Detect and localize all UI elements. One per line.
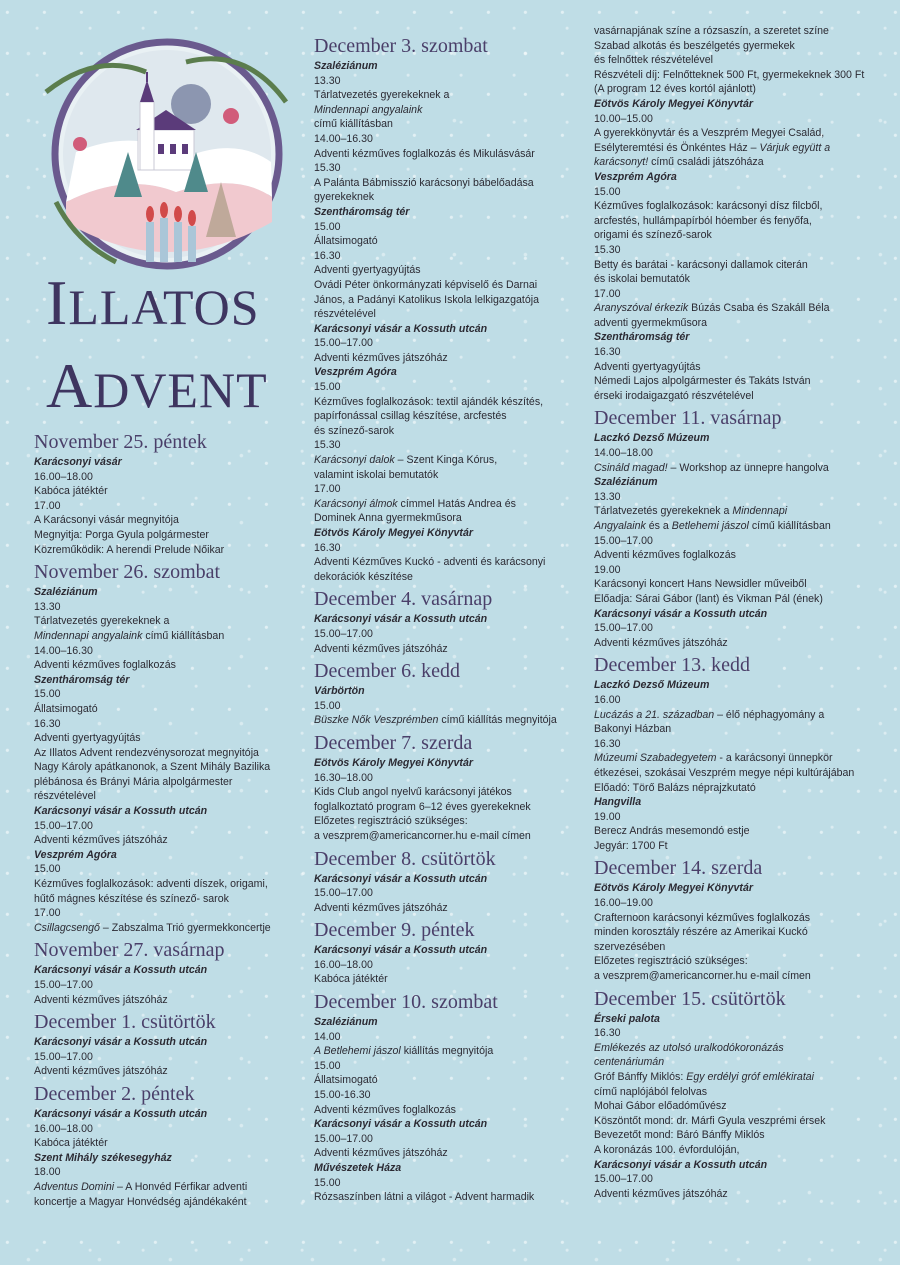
program-line: Bevezetőt mond: Báró Bánffy Miklós: [594, 1129, 765, 1142]
program-line-part: címmel Hatás Andrea és: [397, 497, 516, 510]
day-heading: November 26. szombat: [34, 561, 221, 584]
day-section: [34, 939, 302, 1007]
program-line: vasárnapjának színe a rózsaszín, a szeretet színe: [594, 25, 829, 37]
program-line: [314, 497, 590, 512]
program-line-part: Betlehemi jászol: [671, 520, 749, 532]
day-section: [314, 588, 590, 656]
program-line: Kézműves foglalkozások: adventi díszek, origami,: [34, 878, 268, 891]
venue-name: Karácsonyi vásár a Kossuth utcán: [314, 613, 488, 626]
program-line: 16.00–19.00: [594, 897, 653, 910]
program-line-part: Esélyteremtési és Önkéntes Ház –: [594, 141, 760, 154]
day-section: [314, 732, 590, 844]
program-title: Várjuk együtt a: [759, 141, 831, 154]
venue-name: Szent Mihály székesegyház: [34, 1151, 172, 1164]
program-line: Nagy Károly apátkanonok, a Szent Mihály Bazilika: [34, 761, 271, 774]
day-heading: December 9. péntek: [314, 919, 475, 942]
venue-name: Veszprém Agóra: [314, 366, 397, 379]
program-line: valamint iskolai bemutatók: [314, 468, 439, 481]
program-line: Crafternoon karácsonyi kézműves foglalkozás: [594, 911, 811, 924]
program-line: minden korosztály részére az Amerikai Kuckó: [594, 926, 808, 939]
day-heading: December 6. kedd: [314, 660, 461, 683]
day-heading: December 3. szombat: [314, 35, 488, 57]
program-line: Bakonyi Házban: [594, 723, 672, 736]
program-line: a veszprem@americancorner.hu e-mail címen: [314, 829, 531, 842]
program-line: a veszprem@americancorner.hu e-mail címen: [594, 970, 811, 983]
program-line: [34, 629, 302, 644]
program-line: Előadó: Törő Balázs néprajzkutató: [594, 781, 756, 794]
program-line-part: kiállítás megnyitója: [400, 1045, 494, 1058]
program-line: 14.00–18.00: [594, 447, 653, 460]
program-line-part: című kiállításban: [142, 629, 225, 642]
venue-name: Érseki palota: [594, 1012, 660, 1025]
day-section: [314, 919, 590, 987]
venue-name: Karácsonyi vásár a Kossuth utcán: [34, 1107, 208, 1120]
program-line: 16.00–18.00: [34, 470, 93, 483]
day-heading: December 4. vasárnap: [314, 588, 493, 611]
program-line: 15.00: [34, 863, 61, 876]
program-line: 13.30: [314, 74, 341, 87]
program-line: Szabad alkotás és beszélgetés gyermekek: [594, 39, 795, 52]
program-line: adventi gyermekműsora: [594, 316, 708, 329]
venue-name: Veszprém Agóra: [594, 170, 677, 183]
program-line: [594, 519, 890, 534]
title-line-1: ILLATOS: [46, 267, 260, 338]
program-line: [34, 1180, 302, 1195]
program-line-part: A Betlehemi jászol: [314, 1045, 401, 1058]
day-heading: December 14. szerda: [594, 857, 763, 880]
program-line: étkezései, szokásai Veszprém megye népi kultúrájában: [594, 766, 855, 779]
program-line: Állatsimogató: [314, 1074, 378, 1087]
program-line: [594, 141, 890, 156]
program-line: Adventi kézműves foglalkozás: [594, 549, 736, 562]
program-line-part: Mindennapi: [732, 505, 788, 518]
program-line: 16.30: [314, 249, 341, 262]
day-heading: December 15. csütörtök: [594, 987, 786, 1010]
program-line: Kabóca játéktér: [34, 485, 108, 498]
program-line: 15.30: [314, 162, 341, 175]
program-line-part: – Zabszalma Trió gyermekkoncertje: [99, 921, 271, 934]
venue-name: Laczkó Dezső Múzeum: [594, 432, 710, 445]
venue-name: Karácsonyi vásár a Kossuth utcán: [34, 1036, 208, 1049]
program-line: Adventi kézműves játszóház: [34, 993, 168, 1006]
program-line: 15.00–17.00: [594, 534, 653, 547]
program-line: Adventi kézműves játszóház: [34, 1065, 168, 1078]
program-line: Mohai Gábor előadóművész: [594, 1100, 727, 1113]
program-line: 14.00: [314, 1030, 341, 1043]
program-line: Karácsonyi koncert Hans Newsidler műveiből: [594, 578, 807, 591]
program-line: Adventi kézműves játszóház: [594, 1187, 728, 1200]
program-line-part: Búzás Csaba és Szakáll Béla: [688, 302, 830, 315]
day-heading: December 1. csütörtök: [34, 1011, 216, 1034]
program-line: Köszöntőt mond: dr. Márfi Gyula veszprémi érsek: [594, 1114, 826, 1127]
program-line: 16.30: [594, 1027, 621, 1040]
program-line: 16.00–18.00: [314, 958, 373, 971]
program-line: Részvételi díj: Felnőtteknek 500 Ft, gyermekeknek 300 Ft: [594, 68, 865, 81]
program-line: Adventi kézműves játszóház: [314, 642, 448, 655]
program-line: A Karácsonyi vásár megnyitója: [34, 514, 179, 527]
program-line: Adventi kézműves foglalkozás: [314, 1103, 456, 1116]
venue-name: Eötvös Károly Megyei Könyvtár: [594, 97, 753, 110]
day-section: [594, 24, 890, 403]
day-heading: December 13. kedd: [594, 654, 751, 677]
venue-name: Szaléziánum: [34, 586, 98, 599]
program-line: [594, 155, 890, 170]
program-line: 15.00–17.00: [594, 622, 653, 635]
program-line: Berecz András mesemondó estje: [594, 825, 750, 838]
program-line-part: - a karácsonyi ünnepkör: [716, 752, 833, 765]
program-line: [594, 504, 890, 519]
program-line-part: Mindennapi angyalaink: [34, 629, 143, 642]
program-line: 19.00: [594, 810, 621, 823]
program-line: foglalkoztató program 6–12 éves gyerekeknek: [314, 800, 531, 813]
venue-name: Karácsonyi vásár a Kossuth utcán: [594, 1158, 768, 1171]
program-line: Adventi Kézműves Kuckó - adventi és karácsonyi: [314, 556, 546, 569]
program-line: 15.00–17.00: [34, 979, 93, 991]
program-line: Előadja: Sárai Gábor (lant) és Vikman Pál (ének): [594, 592, 823, 605]
day-section: [594, 988, 890, 1202]
venue-name: Veszprém Agóra: [34, 848, 117, 861]
program-line: arcfestés, hullámpapírból hóember és fenyőfa,: [594, 214, 812, 227]
program-line: 15.00: [314, 1059, 341, 1072]
program-line: 16.30–18.00: [314, 771, 373, 784]
program-line: Közreműködik: A herendi Prelude Nőikar: [34, 543, 225, 556]
venue-name: Karácsonyi vásár a Kossuth utcán: [34, 964, 208, 977]
program-line: Némedi Lajos alpolgármester és Takáts István: [594, 375, 811, 388]
program-line-part: Tárlatvezetés gyerekeknek a: [594, 505, 733, 518]
program-line: Kabóca játéktér: [34, 1137, 108, 1150]
program-line: 15.00–17.00: [34, 1050, 93, 1063]
program-line: 18.00: [34, 1166, 61, 1179]
program-column-2: [314, 35, 590, 1209]
program-column-1: [34, 431, 302, 1213]
program-line: 17.00: [34, 499, 61, 512]
program-line: [314, 713, 590, 728]
program-line: 17.00: [34, 907, 61, 920]
venue-name: Szentháromság tér: [314, 205, 410, 218]
venue-name: Eötvös Károly Megyei Könyvtár: [594, 882, 753, 895]
program-line: Állatsimogató: [34, 702, 98, 715]
program-line-part: Egy erdélyi gróf emlékiratai: [686, 1071, 815, 1083]
program-line: Az Illatos Advent rendezvénysorozat megnyitója: [34, 746, 259, 759]
program-line: 15.00–17.00: [34, 819, 93, 832]
day-heading: December 7. szerda: [314, 731, 473, 754]
program-line: Rózsaszínben látni a világot - Advent harmadik: [314, 1191, 535, 1204]
program-line: [34, 921, 302, 936]
program-line: és felnőttek részvételével: [594, 54, 713, 67]
program-line: origami és színező-sarok: [594, 229, 712, 242]
program-line-part: Aranyszóval érkezik: [594, 302, 689, 315]
program-line: [594, 461, 890, 476]
title-line-2: ADVENT: [46, 350, 268, 421]
program-title: Mindennapi angyalaink: [314, 103, 423, 116]
day-heading: November 27. vasárnap: [34, 939, 225, 962]
program-line: 16.30: [594, 737, 621, 750]
program-line: 15.00: [314, 220, 341, 233]
program-line: 15.00–17.00: [314, 887, 373, 900]
program-line: Adventi gyertyagyújtás: [594, 360, 701, 373]
program-line: Előzetes regisztráció szükséges:: [314, 815, 468, 828]
program-line: Adventi kézműves foglalkozás és Mikulásvásár: [314, 147, 535, 160]
program-line-part: című kiállításban: [748, 520, 831, 532]
program-line-part: Gróf Bánffy Miklós:: [594, 1071, 687, 1083]
program-line: János, a Padányi Katolikus Iskola lelkigazgatója: [314, 293, 539, 306]
day-section: [594, 654, 890, 853]
program-line: Kids Club angol nyelvű karácsonyi játékos: [314, 786, 512, 799]
program-line: 15.00–17.00: [594, 1173, 653, 1186]
day-section: [314, 35, 590, 584]
program-line-part: Múzeumi Szabadegyetem: [594, 752, 717, 765]
program-line: 15.00–17.00: [314, 1132, 373, 1145]
program-line: Adventi kézműves játszóház: [594, 636, 728, 649]
day-heading: November 25. péntek: [34, 431, 207, 453]
program-line: részvételével: [34, 790, 96, 803]
program-line: érseki irodaigazgató részvételével: [594, 389, 754, 402]
venue-name: Eötvös Károly Megyei Könyvtár: [314, 756, 473, 769]
program-line: 17.00: [594, 287, 621, 300]
day-heading: December 2. péntek: [34, 1082, 195, 1105]
program-line: 15.00: [594, 185, 621, 198]
program-line: 15.00: [314, 381, 341, 394]
day-heading: December 11. vasárnap: [594, 407, 782, 430]
program-line: 15.00–17.00: [314, 627, 373, 640]
program-line: című kiállításban: [314, 118, 393, 131]
program-line-part: – élő néphagyomány a: [714, 708, 825, 721]
program-line: Adventi kézműves játszóház: [34, 834, 168, 847]
program-line: Ovádi Péter önkormányzati képviselő és Darnai: [314, 278, 538, 291]
day-section: [314, 660, 590, 728]
program-line: hűtő mágnes készítése és színező- sarok: [34, 892, 229, 905]
program-line: gyerekeknek: [314, 191, 375, 204]
program-line-part: – Szent Kinga Kórus,: [394, 454, 498, 467]
day-section: [314, 991, 590, 1205]
program-line: 15.00: [314, 1176, 341, 1189]
day-section: [594, 857, 890, 983]
program-title: Emlékezés az utolsó uralkodókoronázás: [594, 1041, 784, 1054]
program-line: papírfonással csillag készítése, arcfestés: [314, 410, 507, 423]
program-line: A gyerekkönyvtár és a Veszprém Megyei Család,: [594, 127, 825, 140]
program-column-3: [594, 24, 890, 1205]
program-line: Tárlatvezetés gyerekeknek a: [314, 89, 450, 102]
venue-name: Szaléziánum: [314, 1016, 378, 1029]
program-line: [594, 708, 890, 723]
program-line-part: és a: [645, 520, 672, 532]
program-line-part: Lucázás a 21. században: [594, 708, 715, 721]
program-line: Adventi kézműves játszóház: [314, 901, 448, 914]
program-line: Kézműves foglalkozások: karácsonyi dísz filcből,: [594, 200, 823, 213]
program-line: koncertje a Magyar Honvédség ajándékaként: [34, 1195, 247, 1208]
program-line: 15.30: [594, 243, 621, 256]
program-line: című naplójából felolvas: [594, 1085, 708, 1098]
program-line: 16.30: [314, 541, 341, 554]
program-line: plébánosa és Brányi Mária alpolgármester: [34, 775, 233, 788]
program-line: 15.00–17.00: [314, 337, 373, 350]
program-line: [314, 1044, 590, 1059]
program-line: 16.00: [594, 693, 621, 706]
program-line: 14.00–16.30: [314, 132, 373, 145]
program-line-part: című kiállítás megnyitója: [438, 714, 557, 727]
program-line: Adventi gyertyagyújtás: [314, 264, 421, 277]
day-section: [34, 1011, 302, 1079]
program-line: 15.30: [314, 439, 341, 452]
program-line: szervezésében: [594, 940, 666, 953]
program-line: [594, 751, 890, 766]
day-heading: December 10. szombat: [314, 991, 498, 1014]
program-line: 17.00: [314, 483, 341, 496]
venue-name: Karácsonyi vásár: [34, 456, 122, 468]
program-line-part: Angyalaink: [594, 520, 646, 532]
venue-name: Laczkó Dezső Múzeum: [594, 679, 710, 692]
poster-title: [46, 267, 268, 436]
program-line: [594, 1070, 890, 1085]
venue-name: Szaléziánum: [314, 60, 378, 72]
program-line: 15.00-16.30: [314, 1089, 371, 1102]
program-line-part: – Workshop az ünnepre hangolva: [667, 461, 829, 474]
day-section: [34, 1083, 302, 1209]
program-line: [594, 301, 890, 316]
program-line: Állatsimogató: [314, 235, 378, 248]
venue-name: Karácsonyi vásár a Kossuth utcán: [34, 805, 208, 818]
venue-name: Hangvilla: [594, 796, 642, 809]
venue-name: Eötvös Károly Megyei Könyvtár: [314, 527, 473, 539]
venue-name: Karácsonyi vásár a Kossuth utcán: [314, 322, 488, 335]
program-line: Jegyár: 1700 Ft: [594, 839, 668, 852]
program-line: részvételével: [314, 308, 376, 321]
program-line: Adventi gyertyagyújtás: [34, 732, 141, 745]
program-line: dekorációk készítése: [314, 570, 413, 583]
program-line: és színező-sarok: [314, 424, 395, 437]
program-line: A koronázás 100. évfordulóján,: [594, 1143, 740, 1156]
day-section: [594, 407, 890, 650]
program-line: 10.00–15.00: [594, 112, 653, 125]
venue-name: Szentháromság tér: [594, 331, 690, 344]
program-line: Előzetes regisztráció szükséges:: [594, 955, 748, 968]
program-line-part: – A Honvéd Férfikar adventi: [114, 1180, 248, 1193]
program-line-part: Büszke Nők Veszprémben: [314, 714, 439, 727]
advent-church-wreath-icon: [36, 32, 298, 277]
program-line-part: Karácsonyi dalok: [314, 454, 395, 467]
program-line: Megnyitja: Porga Gyula polgármester: [34, 528, 209, 541]
program-line: 16.00–18.00: [34, 1122, 93, 1135]
program-line: 19.00: [594, 563, 621, 576]
program-line: [314, 453, 590, 468]
program-line: Adventi kézműves játszóház: [314, 351, 448, 364]
venue-name: Szaléziánum: [594, 476, 658, 489]
program-line-part: karácsonyt!: [594, 156, 649, 169]
program-line: (A program 12 éves kortól ajánlott): [594, 83, 756, 96]
venue-name: Karácsonyi vásár a Kossuth utcán: [594, 607, 768, 620]
program-line: 13.30: [594, 490, 621, 503]
program-line-part: Csináld magad!: [594, 461, 668, 474]
venue-name: Karácsonyi vásár a Kossuth utcán: [314, 944, 488, 957]
program-line-part: Csillagcsengő: [34, 921, 100, 934]
program-line: és iskolai bemutatók: [594, 273, 690, 286]
program-line: Kézműves foglalkozások: textil ajándék készítés,: [314, 395, 544, 408]
day-section: [34, 561, 302, 935]
program-line: 15.00: [34, 688, 61, 701]
program-line: 13.30: [34, 600, 61, 613]
program-line-part: Karácsonyi álmok: [314, 497, 398, 510]
program-line: 15.00: [314, 699, 341, 712]
program-line: Tárlatvezetés gyerekeknek a: [34, 615, 170, 628]
program-line: 16.30: [594, 346, 621, 359]
venue-name: Várbörtön: [314, 685, 365, 698]
program-line: 16.30: [34, 717, 61, 730]
program-line: 14.00–16.30: [34, 644, 93, 657]
venue-name: Szentháromság tér: [34, 673, 130, 686]
venue-name: Karácsonyi vásár a Kossuth utcán: [314, 872, 488, 885]
program-line: Adventi kézműves játszóház: [314, 1147, 448, 1160]
program-line-part: Adventus Domini: [34, 1180, 115, 1193]
program-line-part: című családi játszóháza: [648, 156, 764, 169]
program-line: Betty és barátai - karácsonyi dallamok citerán: [594, 258, 808, 271]
day-section: [34, 431, 302, 557]
day-section: [314, 848, 590, 916]
venue-name: Karácsonyi vásár a Kossuth utcán: [314, 1118, 488, 1131]
venue-name: Művészetek Háza: [314, 1162, 402, 1174]
program-line: Adventi kézműves foglalkozás: [34, 659, 176, 672]
day-heading: December 8. csütörtök: [314, 847, 496, 870]
program-line: A Palánta Bábmisszió karácsonyi bábelőadása: [314, 176, 534, 189]
program-line: Kabóca játéktér: [314, 973, 388, 986]
program-title: centenáriumán: [594, 1056, 665, 1069]
program-line: Dominek Anna gyermekműsora: [314, 512, 462, 525]
